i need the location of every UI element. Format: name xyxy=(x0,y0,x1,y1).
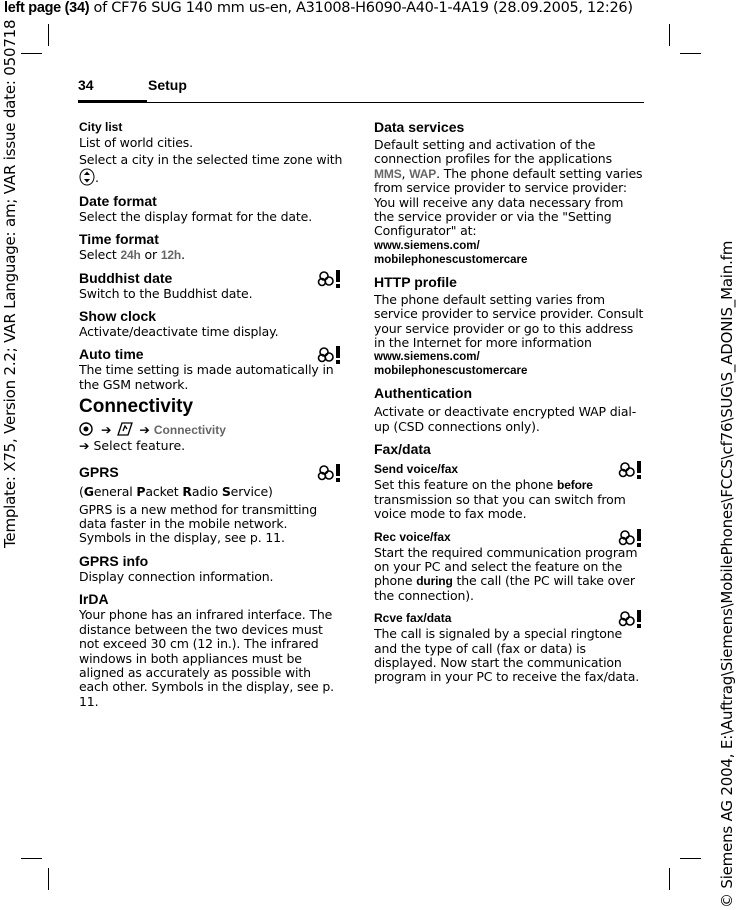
rec-voice-fax-text xyxy=(374,546,644,604)
auto-time-title xyxy=(79,345,343,363)
provider-dependent-icon xyxy=(618,528,644,548)
gprs-title-text: GPRS xyxy=(79,464,119,481)
side-copyright-text: © Siemens AG 2004, E:\Auftrag\Siemens\MobilePhones\FCCS\cf76\SUG\S_ADONIS_Main.fm xyxy=(718,240,736,908)
crop-mark xyxy=(21,858,42,859)
gprs-s: S xyxy=(221,484,231,500)
time-post: . xyxy=(181,247,185,263)
gprs-g: G xyxy=(83,484,94,500)
connectivity-menu-label: Connectivity xyxy=(153,423,226,438)
send-voice-fax-title xyxy=(374,460,644,478)
crop-mark xyxy=(669,868,670,890)
ds-post: . The phone default setting varies from service provider to service provider: You will receive any data necessary from the service provider or via the "Setting Configurator" at: xyxy=(374,165,643,239)
time-format-title: Time format xyxy=(79,231,159,248)
show-clock-title: Show clock xyxy=(79,308,157,325)
connectivity-heading: Connectivity xyxy=(79,396,194,418)
siemens-url-line2: mobilephonescustomercare xyxy=(374,253,528,266)
crop-mark xyxy=(680,858,701,859)
mms-keyword: MMS xyxy=(374,166,402,181)
arrow-icon: ➔ xyxy=(79,438,90,454)
left-column xyxy=(79,118,343,712)
data-services-title: Data services xyxy=(374,119,465,135)
header-rule xyxy=(147,102,644,103)
rec-voice-fax-title xyxy=(374,528,644,546)
provider-dependent-icon xyxy=(618,609,644,629)
gprs-s-rest: ervice) xyxy=(230,484,273,500)
http-url-line2: mobilephonescustomercare xyxy=(374,365,528,378)
gprs-p: P xyxy=(136,484,146,500)
print-header xyxy=(4,0,633,16)
arrow-icon: ➔ xyxy=(139,422,150,438)
irda-title: IrDA xyxy=(79,591,109,608)
city-select-end: . xyxy=(95,169,99,185)
side-copyright xyxy=(699,0,736,910)
crop-mark xyxy=(48,868,49,890)
crop-mark xyxy=(669,24,670,46)
ds-pre: Default setting and activation of the connection profiles for the applications xyxy=(374,137,612,167)
city-list-title: City list xyxy=(79,120,123,134)
menu-key-icon xyxy=(79,422,93,436)
provider-dependent-icon xyxy=(317,345,343,365)
wap-keyword: WAP xyxy=(409,166,437,181)
time-mid: or xyxy=(140,247,161,263)
option-12h: 12h xyxy=(160,248,182,263)
rcve-fax-data-text: The call is signaled by a special ringtone and the type of call (fax or data) is displayed. Now start the communication program in your PC to receive the fax/data. xyxy=(374,626,640,685)
connectivity-menu-icon xyxy=(115,421,135,437)
gprs-info-text: Display connection information. xyxy=(79,568,274,584)
gprs-g-rest: eneral xyxy=(93,484,137,500)
header-page-label: left page (34) xyxy=(4,0,90,16)
right-column xyxy=(374,118,644,688)
gprs-r-rest: adio xyxy=(191,484,222,500)
time-pre: Select xyxy=(79,247,121,263)
ds-comma: , xyxy=(401,165,410,181)
city-list-select xyxy=(79,153,343,185)
gprs-title xyxy=(79,463,343,481)
gprs-text: GPRS is a new method for transmitting data faster in the mobile network. Symbols in the display, see p. 11. xyxy=(79,501,317,546)
authentication-text: Activate or deactivate encrypted WAP dial-up (CSD connections only). xyxy=(374,404,637,434)
city-select-text: Select a city in the selected time zone with xyxy=(79,152,343,168)
select-feature-text: Select feature. xyxy=(93,438,186,454)
buddhist-date-title xyxy=(79,269,343,287)
http-profile-text: The phone default setting varies from service provider to service provider. Consult your service provider or go to this address in the Internet for more information xyxy=(374,291,644,351)
header-rule-thick xyxy=(78,100,147,103)
http-profile-title: HTTP profile xyxy=(374,273,457,290)
send-voice-fax-text xyxy=(374,478,644,521)
authentication-title: Authentication xyxy=(374,385,472,402)
provider-dependent-icon xyxy=(618,460,644,480)
data-services-text xyxy=(374,138,644,239)
rec-pre: Start the required communication program on your PC and select the feature on the phone xyxy=(374,544,638,589)
navigation-key-icon xyxy=(79,168,95,186)
side-template-text: Template: X75, Version 2.2; VAR Language: am; VAR issue date: 050718 xyxy=(1,19,19,548)
gprs-info-title: GPRS info xyxy=(79,552,149,569)
gprs-p-rest: acket xyxy=(145,484,183,500)
option-24h: 24h xyxy=(120,248,141,263)
auto-time-title-text: Auto time xyxy=(79,346,144,363)
send-post: transmission so that you can switch from voice mode to fax mode. xyxy=(374,491,626,522)
rec-during: during xyxy=(416,574,453,589)
fax-data-title: Fax/data xyxy=(374,441,431,458)
siemens-url-line1: www.siemens.com/ xyxy=(374,239,480,252)
show-clock-text: Activate/deactivate time display. xyxy=(79,324,279,340)
time-format-text xyxy=(79,248,343,262)
crop-mark xyxy=(680,53,701,54)
auto-time-text: The time setting is made automatically in the GSM network. xyxy=(79,362,334,392)
rec-title-text: Rec voice/fax xyxy=(374,529,451,544)
send-pre: Set this feature on the phone xyxy=(374,477,558,493)
date-format-title: Date format xyxy=(79,192,157,209)
crop-mark xyxy=(21,53,42,54)
http-url-line1: www.siemens.com/ xyxy=(374,351,480,364)
gprs-r: R xyxy=(182,484,192,500)
provider-dependent-icon xyxy=(317,269,343,289)
page-title: Setup xyxy=(148,77,187,93)
irda-text: Your phone has an infrared interface. The distance between the two devices must not exceed 30 cm (12 in.). The infrared windows in both appliances must be aligned as accurately as possible with each other. Symbols in the display, see p. 11. xyxy=(79,607,334,709)
provider-dependent-icon xyxy=(317,463,343,483)
side-template-info xyxy=(0,0,18,910)
city-list-text: List of world cities. xyxy=(79,135,193,150)
connectivity-menu-path xyxy=(79,421,343,454)
buddhist-date-text: Switch to the Buddhist date. xyxy=(79,285,253,301)
header-info: of CF76 SUG 140 mm us-en, A31008-H6090-A40-1-4A19 (28.09.2005, 12:26) xyxy=(89,0,633,16)
crop-mark xyxy=(48,24,49,46)
send-before: before xyxy=(557,478,593,493)
arrow-icon: ➔ xyxy=(100,422,112,438)
date-format-text: Select the display format for the date. xyxy=(79,208,313,224)
buddhist-title-text: Buddhist date xyxy=(79,269,173,286)
gprs-open: ( xyxy=(79,484,84,500)
send-title-text: Send voice/fax xyxy=(374,462,459,477)
rec-post: the call (the PC will take over the connection). xyxy=(374,573,635,603)
rcve-title-text: Rcve fax/data xyxy=(374,611,452,626)
rcve-fax-data-title xyxy=(374,609,644,627)
page-number: 34 xyxy=(78,77,94,93)
gprs-expansion xyxy=(79,485,343,499)
